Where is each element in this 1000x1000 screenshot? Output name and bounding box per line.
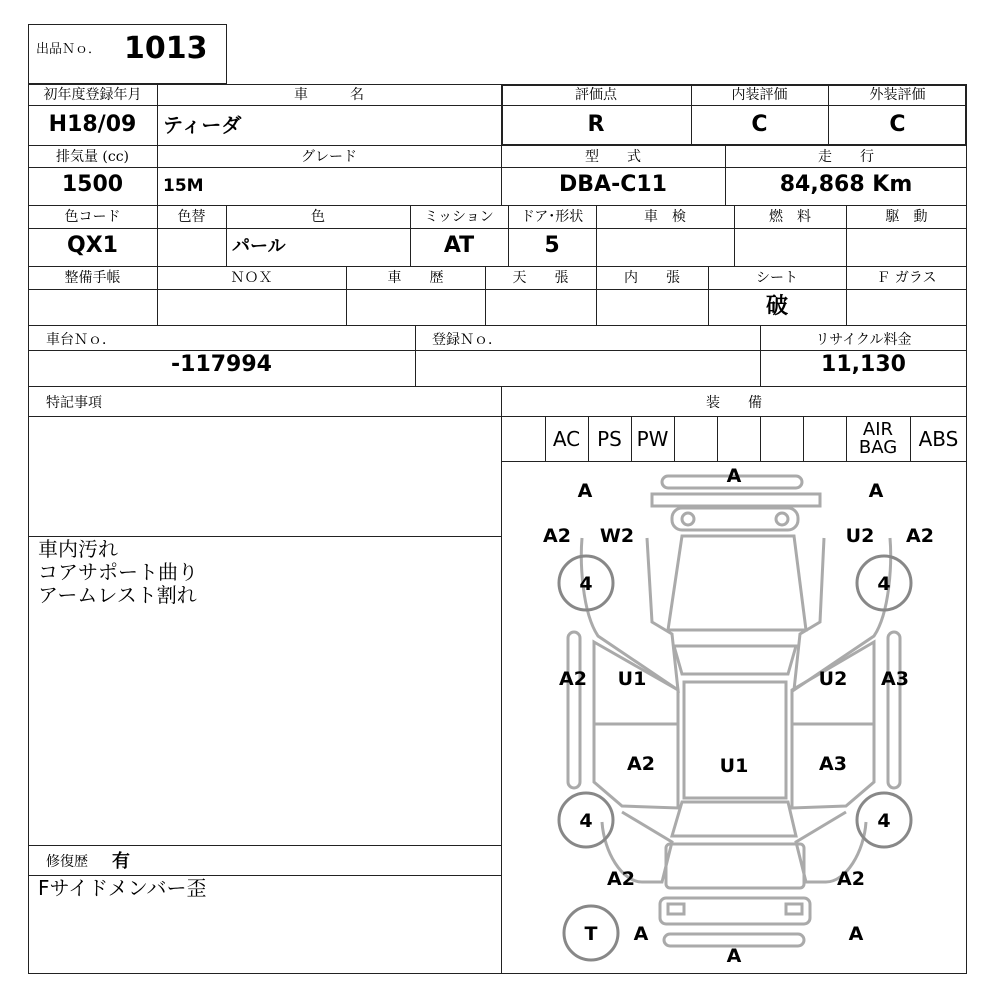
repair-label: 修復歴 [46, 854, 88, 870]
sunroof-label: 天 張 [512, 270, 569, 286]
right-sill-shape [888, 632, 900, 788]
remark-line: アームレスト割れ [38, 583, 197, 607]
remark-line: コアサポート曲り [38, 560, 198, 584]
hood-shape [668, 536, 806, 630]
remark-line: 車内汚れ [38, 537, 118, 561]
left-doors-shape [594, 642, 678, 808]
windshield-shape [674, 646, 796, 674]
displacement-label: 排気量 (cc) [55, 149, 130, 165]
registration-label: 登録Ｎｏ． [432, 332, 502, 348]
lot-label: 出品Ｎｏ． [36, 42, 102, 57]
model-label: 型 式 [585, 149, 641, 165]
damage-rear-right: A [848, 923, 864, 945]
equipment-cell [803, 416, 846, 461]
mileage-label: 走 行 [818, 149, 874, 165]
rule [631, 416, 632, 461]
exterior-value: C [889, 112, 906, 137]
rear-window-shape [672, 802, 796, 836]
damage-rear-bumper: A [726, 945, 742, 967]
seat-value: 破 [765, 294, 788, 319]
damage-right-front-door: U2 [818, 668, 848, 690]
damage-tire-rl: 4 [579, 810, 593, 832]
exterior-label: 外装評価 [869, 87, 926, 103]
front-face-shape [652, 494, 820, 506]
damage-right-sill: A3 [881, 668, 909, 690]
repair-value: 有 [112, 851, 130, 872]
damage-front-left-corner: A [577, 480, 593, 502]
color-change-label: 色替 [177, 209, 206, 225]
equipment-cell: AIR BAG [858, 418, 898, 458]
cabin-shape [684, 682, 786, 798]
grille-shape [672, 508, 798, 530]
rule [674, 416, 675, 461]
chassis-label: 車台Ｎｏ． [46, 332, 116, 348]
rule [846, 416, 847, 461]
damage-left-rear-door: A2 [627, 753, 655, 775]
equipment-cell: AC [552, 426, 581, 451]
score-value: R [587, 112, 605, 137]
color-code-value: QX1 [67, 233, 118, 258]
fuel-label: 燃 料 [769, 209, 811, 225]
equipment-cell: PW [636, 426, 669, 451]
damage-roof: U1 [719, 755, 749, 777]
doors-label: ドア･形状 [520, 209, 584, 225]
rule [28, 325, 967, 326]
doors-value: 5 [544, 233, 560, 258]
rule [28, 845, 501, 846]
damage-left-front-fender-w: W2 [599, 525, 635, 547]
rule [28, 289, 967, 290]
chassis-value: -117994 [171, 352, 272, 377]
rule [588, 416, 589, 461]
grade-value: 15M [163, 176, 204, 196]
rule [28, 167, 967, 168]
drive-label: 駆 動 [885, 209, 928, 225]
recycle-label: リサイクル料金 [815, 332, 912, 348]
damage-front-right-corner: A [868, 480, 884, 502]
damage-left-front-door: U1 [617, 668, 647, 690]
damage-spare: T [584, 923, 598, 945]
rule [28, 386, 967, 387]
equipment-cell [717, 416, 760, 461]
history-label: 車 歴 [387, 270, 444, 286]
first-reg-value: H18/09 [48, 112, 137, 137]
rule [545, 416, 546, 461]
car-name-label: 車 名 [294, 87, 364, 103]
equipment-cell [674, 416, 717, 461]
headliner-label: 内 張 [624, 270, 680, 286]
damage-right-front-fender-u: U2 [845, 525, 875, 547]
damage-left-sill: A2 [559, 668, 587, 690]
damage-left-quarter: A2 [607, 868, 635, 890]
equipment-cell: ABS [918, 426, 959, 451]
first-reg-label: 初年度登録年月 [43, 87, 142, 103]
lot-number: 1013 [124, 31, 208, 66]
damage-front-bumper: A [726, 465, 742, 487]
model-value: DBA-C11 [559, 172, 667, 197]
equipment-cell: PS [597, 426, 622, 451]
rule [803, 416, 804, 461]
mission-label: ミッション [424, 209, 494, 225]
rule [415, 325, 416, 386]
rule [28, 266, 967, 267]
rule [28, 205, 967, 206]
damage-tire-fl: 4 [579, 573, 593, 595]
rule [28, 228, 967, 229]
fglass-label: Ｆ ガラス [876, 270, 937, 286]
displacement-value: 1500 [61, 172, 124, 197]
damage-right-front-fender: A2 [906, 525, 934, 547]
damage-tire-fr: 4 [877, 573, 891, 595]
left-sill-shape [568, 632, 580, 788]
equipment-cell [760, 416, 803, 461]
rule [760, 416, 761, 461]
damage-right-rear-door: A3 [819, 753, 847, 775]
right-doors-shape [792, 642, 874, 808]
maintenance-label: 整備手帳 [64, 270, 121, 286]
interior-label: 内装評価 [731, 87, 788, 103]
damage-rear-left: A [633, 923, 649, 945]
damage-tire-rr: 4 [877, 810, 891, 832]
equipment-label: 装 備 [706, 395, 762, 411]
mission-value: AT [443, 233, 475, 258]
trunk-shape [666, 844, 804, 888]
nox-label: ＮＯＸ [230, 270, 273, 286]
damage-right-quarter: A2 [837, 868, 865, 890]
rule [717, 416, 718, 461]
grade-label: グレード [301, 149, 357, 165]
inspection-label: 車 検 [644, 209, 686, 225]
rule [910, 416, 911, 461]
seat-label: シート [756, 270, 798, 286]
equipment-cell [501, 416, 545, 461]
color-value: パール [232, 236, 286, 257]
color-code-label: 色コード [64, 209, 121, 225]
car-name-value: ティーダ [163, 113, 242, 137]
recycle-value: 11,130 [821, 352, 906, 377]
color-label: 色 [311, 209, 325, 225]
score-label: 評価点 [575, 87, 617, 103]
damage-left-front-fender: A2 [543, 525, 571, 547]
mileage-value: 84,868 Km [779, 172, 913, 197]
remarks-label: 特記事項 [46, 395, 102, 411]
interior-value: C [751, 112, 768, 137]
repair-line: Fサイドメンバー歪 [38, 876, 207, 900]
